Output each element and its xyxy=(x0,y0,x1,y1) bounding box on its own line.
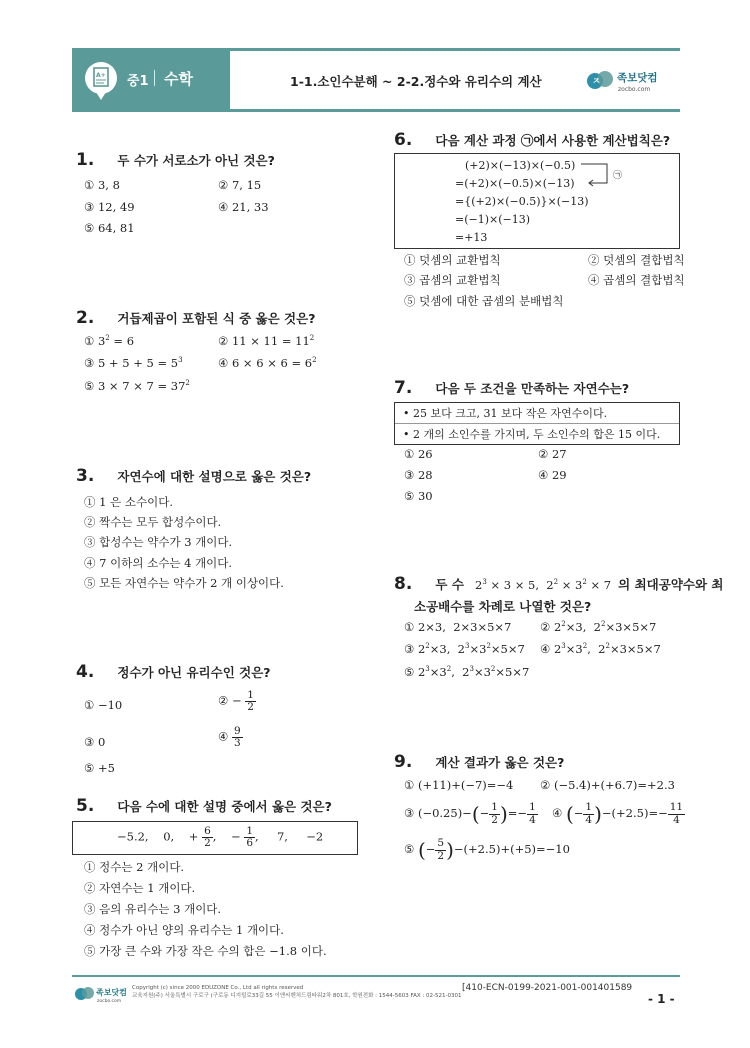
calc-step-2: =(+2)×(−0.5)×(−13) xyxy=(455,177,575,190)
option-5[interactable]: ⑤ 덧셈에 대한 곱셈의 분배법칙 xyxy=(404,294,564,308)
option-4[interactable]: ④ $6 \times 6 \times 6 = 6^2$ xyxy=(218,356,317,370)
option-4[interactable]: ④ (− $\frac{1}{4}$ )−(+2.5)=− $\frac{11}{4}$ xyxy=(552,801,684,826)
question-number: 1. xyxy=(76,150,95,170)
option-5[interactable]: ⑤ 30 xyxy=(404,489,433,503)
question-text: 두 수가 서로소가 아닌 것은? xyxy=(117,153,275,168)
q4-options xyxy=(84,690,344,790)
option-1[interactable]: ① $3^2 = 6$ xyxy=(84,334,135,348)
option-5[interactable]: ⑤ $3 \times 7 \times 7 = 37^2$ xyxy=(84,379,190,393)
step-mark: ㉠ xyxy=(613,171,623,181)
question-number: 6. xyxy=(394,130,413,150)
badge-text: A+ xyxy=(96,72,106,79)
calc-step-5: =+13 xyxy=(455,231,488,244)
document-badge-icon xyxy=(84,58,118,102)
grade-label: 중1 xyxy=(127,74,149,89)
calc-step-1: (+2)×(−13)×(−0.5) xyxy=(465,159,576,172)
option-2[interactable]: ② 자연수는 1 개이다. xyxy=(84,881,196,895)
option-5[interactable]: ⑤ (− $\frac{5}{2}$ )−(+2.5)+(+5)=−10 xyxy=(404,837,570,862)
option-2[interactable]: ② 27 xyxy=(538,447,567,461)
option-4[interactable]: ④ 29 xyxy=(538,468,567,482)
option-3[interactable]: ③ 합성수는 약수가 3 개이다. xyxy=(84,535,233,549)
svg-text:족보닷컴: 족보닷컴 xyxy=(96,988,127,997)
question-5 xyxy=(76,796,332,816)
option-3[interactable]: ③ 0 xyxy=(84,735,106,749)
question-8 xyxy=(394,574,723,594)
option-1[interactable]: ① (+11)+(−7)=−4 xyxy=(404,778,514,792)
page-number: - 1 - xyxy=(648,992,675,1006)
copyright-line-1: Copyright (c) since 2000 EDUZONE Co., Ltd all rights reserved xyxy=(132,985,304,991)
question-8-line2 xyxy=(414,596,591,615)
option-2[interactable]: ② (−5.4)+(+6.7)=+2.3 xyxy=(540,778,675,792)
question-expression: $2^3 \times 3 \times 5$, $2^2 \times 3^2 \times 7$ xyxy=(475,578,612,592)
question-text: 자연수에 대한 설명으로 옳은 것은? xyxy=(117,469,312,484)
option-4[interactable]: ④ 7 이하의 소수는 4 개이다. xyxy=(84,556,233,570)
option-2[interactable]: ② 7, 15 xyxy=(218,178,262,192)
question-7 xyxy=(394,378,629,398)
question-6 xyxy=(394,130,670,150)
svg-text:ㅈ: ㅈ xyxy=(592,77,601,87)
option-3[interactable]: ③ 28 xyxy=(404,468,433,482)
question-number: 9. xyxy=(394,752,413,772)
question-number: 7. xyxy=(394,378,413,398)
option-4[interactable]: ④ 정수가 아닌 양의 유리수는 1 개이다. xyxy=(84,923,284,937)
option-3[interactable]: ③ $5 + 5 + 5 = 5^3$ xyxy=(84,356,183,370)
page-header xyxy=(72,48,680,112)
option-5[interactable]: ⑤ $2^3\times 3^2$, $2^3\times 3^2\times 5\times 7$ xyxy=(404,665,530,679)
question-text: 거듭제곱이 포함된 식 중 옳은 것은? xyxy=(117,311,316,326)
option-4[interactable]: ④ $\frac{9}{3}$ xyxy=(218,725,241,750)
option-5[interactable]: ⑤ 모든 자연수는 약수가 2 개 이상이다. xyxy=(84,576,284,590)
option-2[interactable]: ② 짝수는 모두 합성수이다. xyxy=(84,515,222,529)
question-text-part-1: 두 수 xyxy=(435,577,464,592)
question-text: 정수가 아닌 유리수인 것은? xyxy=(117,665,271,680)
footer-divider xyxy=(72,975,680,977)
header-top-line xyxy=(230,48,680,51)
q7-conditions-box xyxy=(394,402,680,445)
option-3[interactable]: ③ $2^2\times 3$, $2^3\times 3^2\times 5\times 7$ xyxy=(404,642,525,656)
condition-1: • 25 보다 크고, 31 보다 작은 자연수이다. xyxy=(403,407,608,420)
option-2[interactable]: ② $11 \times 11 = 11^2$ xyxy=(218,334,315,348)
subject-label: 수학 xyxy=(164,70,193,88)
option-5[interactable]: ⑤ 64, 81 xyxy=(84,221,135,235)
option-2[interactable]: ② $2^2\times 3$, $2^2\times 3\times 5\times 7$ xyxy=(540,620,657,634)
question-number: 2. xyxy=(76,308,95,328)
option-1[interactable]: ① 2×3, 2×3×5×7 xyxy=(404,620,512,634)
question-1 xyxy=(76,150,275,170)
header-separator xyxy=(154,70,155,86)
question-9 xyxy=(394,752,564,772)
calculation-steps xyxy=(455,157,589,247)
option-2[interactable]: ② − $\frac{1}{2}$ xyxy=(218,689,254,714)
option-1[interactable]: ① 1 은 소수이다. xyxy=(84,495,173,509)
brand-logo xyxy=(582,64,668,98)
header-bottom-line xyxy=(230,109,680,112)
document-code: [410-ECN-0199-2021-001-001401589 xyxy=(462,983,633,993)
option-4[interactable]: ④ 21, 33 xyxy=(218,200,269,214)
question-text: 다음 수에 대한 설명 중에서 옳은 것은? xyxy=(117,799,332,814)
option-3[interactable]: ③ 곱셈의 교환법칙 xyxy=(404,273,501,287)
calc-step-3: ={(+2)×(−0.5)}×(−13) xyxy=(455,195,589,208)
option-1[interactable]: ① 26 xyxy=(404,447,433,461)
option-1[interactable]: ① 3, 8 xyxy=(84,178,120,192)
option-1[interactable]: ① 덧셈의 교환법칙 xyxy=(404,253,501,267)
question-text-part-3: 소공배수를 차례로 나열한 것은? xyxy=(414,599,592,614)
copyright-line-2: 교육지원(주) 서울특별시 구로구 (구로동 디지털로33길 55 이앤씨벤처드림타워2차 801호, 학원전화 : 1544-5603 FAX : 02-521-0301 xyxy=(132,993,462,1000)
option-4[interactable]: ④ 곱셈의 결합법칙 xyxy=(588,273,685,287)
q5-numbers-box xyxy=(72,821,358,855)
condition-2: • 2 개의 소인수를 가지며, 두 소인수의 합은 15 이다. xyxy=(403,428,661,441)
number-list: −5.2, 0, + $\frac{6}{2}$ , − $\frac{1}{6}$ , 7, −2 xyxy=(117,825,324,850)
question-text: 다음 두 조건을 만족하는 자연수는? xyxy=(435,381,630,396)
footer-copyright xyxy=(132,984,462,1001)
calc-step-4: =(−1)×(−13) xyxy=(455,213,531,226)
question-text: 다음 계산 과정 ㉠에서 사용한 계산법칙은? xyxy=(435,133,671,148)
question-text-part-2: 의 최대공약수와 최 xyxy=(618,577,724,592)
question-number: 4. xyxy=(76,662,95,682)
option-3[interactable]: ③ 12, 49 xyxy=(84,200,135,214)
question-4 xyxy=(76,662,271,682)
footer-brand-logo xyxy=(72,982,128,1006)
option-1[interactable]: ① −10 xyxy=(84,698,123,712)
option-5[interactable]: ⑤ 가장 큰 수와 가장 작은 수의 합은 −1.8 이다. xyxy=(84,944,327,958)
option-3[interactable]: ③ (−0.25)−(− $\frac{1}{2}$ )=− $\frac{1}{4}$ xyxy=(404,801,536,826)
question-number: 5. xyxy=(76,796,95,816)
question-3 xyxy=(76,466,311,486)
brand-url: zocbo.com xyxy=(618,86,651,93)
q9-options xyxy=(404,778,684,868)
option-3[interactable]: ③ 음의 유리수는 3 개이다. xyxy=(84,902,222,916)
option-1[interactable]: ① 정수는 2 개이다. xyxy=(84,860,185,874)
option-2[interactable]: ② 덧셈의 결합법칙 xyxy=(588,253,685,267)
svg-text:zocbo.com: zocbo.com xyxy=(97,999,122,1004)
question-number: 3. xyxy=(76,466,95,486)
question-text: 계산 결과가 옳은 것은? xyxy=(435,755,565,770)
q6-calculation-box xyxy=(394,153,680,249)
question-number: 8. xyxy=(394,574,413,594)
option-4[interactable]: ④ $2^3\times 3^2$, $2^2\times 3\times 5\times 7$ xyxy=(540,642,661,656)
page-title: 1-1.소인수분해 ~ 2-2.정수와 유리수의 계산 xyxy=(290,74,542,89)
option-5[interactable]: ⑤ +5 xyxy=(84,761,115,775)
question-2 xyxy=(76,308,315,328)
condition-divider xyxy=(395,423,679,424)
brand-name: 족보닷컴 xyxy=(617,72,658,84)
